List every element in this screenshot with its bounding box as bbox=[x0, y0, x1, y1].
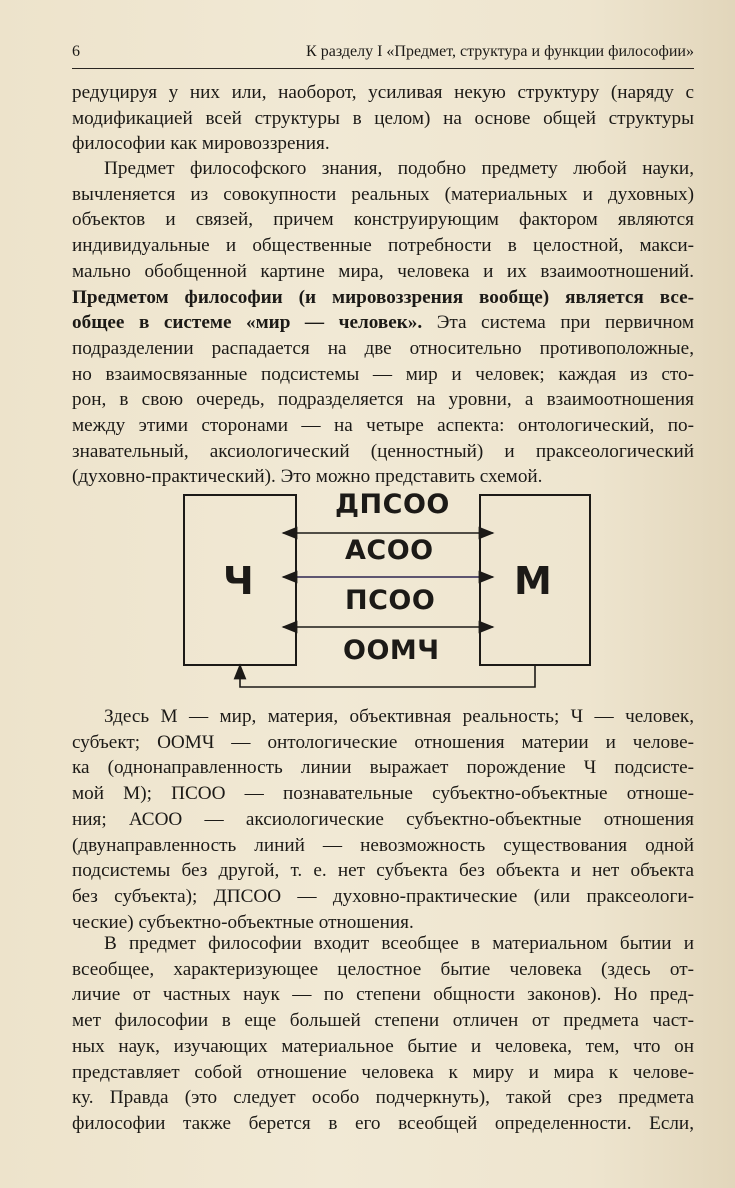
text-line: рон, в свою очередь, подразделяется на уровни, а взаимоотношения bbox=[72, 389, 694, 411]
text-line: подразделении распадается на две относительно противоположные, bbox=[72, 337, 694, 359]
psoo-label: ПСОО bbox=[345, 585, 436, 616]
paragraph-4 bbox=[72, 931, 694, 1137]
text-line: индивидуальные и общественные потребности в целостной, макси- bbox=[72, 235, 694, 257]
text-line: философии также берется в его всеобщей определенности. Если, bbox=[72, 1112, 694, 1134]
text-line: подсистемы без другой, т. е. нет субъекта без объекта и нет объекта bbox=[72, 860, 694, 882]
text-line: ка (однонаправленность линии выражает порождение Ч подсисте- bbox=[72, 757, 694, 779]
text-line: Здесь М — мир, материя, объективная реальность; Ч — человек, bbox=[104, 706, 694, 727]
asoo-label: АСОО bbox=[345, 535, 434, 566]
text-line: мой М); ПСОО — познавательные субъектно-объектные отноше- bbox=[72, 783, 694, 805]
page-number: 6 bbox=[72, 43, 80, 60]
text-line: (двунаправленность линий — невозможность существования одной bbox=[72, 834, 694, 856]
running-title: К разделу I «Предмет, структура и функции философии» bbox=[306, 43, 694, 60]
text-fragment: Эта система при первичном bbox=[422, 312, 694, 334]
world-label: М bbox=[514, 559, 552, 603]
page-header bbox=[72, 40, 694, 69]
human-label: Ч bbox=[223, 559, 254, 603]
text-line: субъект; ООМЧ — онтологические отношения материи и челове- bbox=[72, 731, 694, 753]
oomch-arrow bbox=[240, 665, 535, 687]
text-line: В предмет философии входит всеобщее в материальном бытии и bbox=[104, 933, 694, 954]
text-line: всеобщее, характеризующее целостное бытие человека (здесь от- bbox=[72, 958, 694, 980]
paragraph-2 bbox=[72, 156, 694, 490]
text-line: представляет собой отношение человека к миру и мира к челове- bbox=[72, 1061, 694, 1083]
text-line: философии как мировоззрения. bbox=[72, 133, 330, 155]
definition-emphasis: общее в системе «мир — человек». bbox=[72, 312, 423, 334]
text-line: ных наук, изучающих материальное бытие и человека, тем, что он bbox=[72, 1035, 694, 1057]
text-line: мально обобщенной картине мира, человека и их взаимоотношений. bbox=[72, 260, 694, 282]
text-line: но взаимосвязанные подсистемы — мир и человек; каждая из сто- bbox=[72, 363, 694, 385]
text-line: модификацией всей структуры в целом) на основе общей структуры bbox=[72, 107, 694, 129]
text-line: знавательный, аксиологический (ценностный) и праксеологический bbox=[72, 440, 694, 462]
text-line: ческие) субъектно-объектные отношения. bbox=[72, 911, 414, 933]
text-line: ния; АСОО — аксиологические субъектно-объектные отношения bbox=[72, 808, 694, 830]
paragraph-1 bbox=[72, 80, 694, 157]
text-line: личие от частных наук — по степени общности законов). Но пред- bbox=[72, 984, 694, 1006]
text-line: Предмет философского знания, подобно предмету любой науки, bbox=[104, 158, 694, 179]
text-line bbox=[72, 310, 694, 336]
text-line: мет философии в еще большей степени отличен от предмета част- bbox=[72, 1010, 694, 1032]
dpsoo-label: ДПСОО bbox=[335, 489, 450, 520]
definition-line: Предметом философии (и мировоззрения вообще) является все- bbox=[72, 286, 694, 308]
text-line: редуцируя у них или, наоборот, усиливая некую структуру (наряду с bbox=[72, 82, 694, 103]
oomch-label: ООМЧ bbox=[343, 635, 440, 666]
text-line: (духовно-практический). Это можно представить схемой. bbox=[72, 466, 543, 488]
text-line: между этими сторонами — на четыре аспекта: онтологический, по- bbox=[72, 415, 694, 437]
text-line: ку. Правда (это следует особо подчеркнуть), такой срез предмета bbox=[72, 1087, 694, 1109]
relation-diagram bbox=[183, 485, 595, 695]
text-line: вычленяется из совокупности реальных (материальных и духовных) bbox=[72, 183, 694, 205]
text-line: без субъекта); ДПСОО — духовно-практические (или праксеологи- bbox=[72, 885, 694, 907]
text-line: объектов и связей, причем конструирующим фактором являются bbox=[72, 209, 694, 231]
paragraph-3 bbox=[72, 704, 694, 935]
